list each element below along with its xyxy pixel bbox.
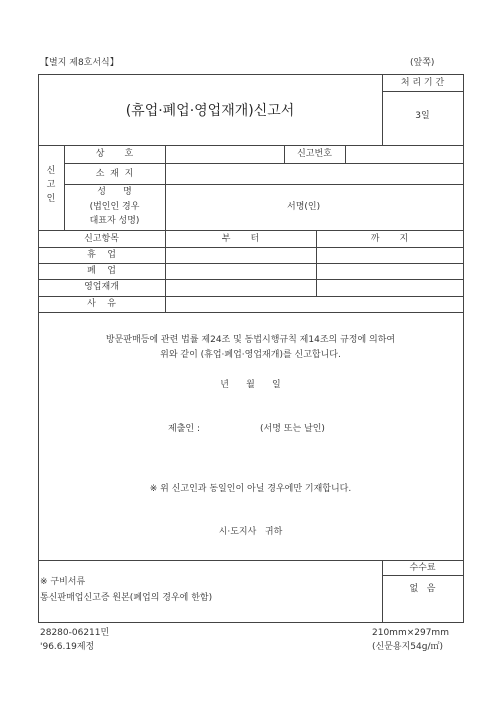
name-label: 성 명 [97,187,132,197]
signature-label: 서명(인) [287,202,321,212]
required-docs-item: 통신판매업신고증 원본(폐업의 경우에 한함) [40,593,213,603]
report-number-label: 신고번호 [297,149,332,159]
submitter-label: 제출인 : [168,424,200,434]
note-text: ※ 위 신고인과 동일인이 아닐 경우에만 기재합니다. [149,484,352,494]
item-row-close: 폐 업 [87,266,116,276]
form-code: 28280-06211민 [40,628,110,638]
submitter-signature: (서명 또는 날인) [260,424,325,434]
form-title: (휴업·폐업·영업재개)신고서 [125,103,295,119]
paper-size: 210mm×297mm [372,628,449,638]
company-name-label: 상 호 [95,149,134,159]
processing-period-value: 3일 [415,111,430,121]
body-line-1: 방문판매등에 관련 법률 제24조 및 동법시행규칙 제14조의 규정에 의하여 [105,335,396,345]
item-row-suspend: 휴 업 [87,250,116,260]
processing-period-label: 처 리 기 간 [400,78,445,88]
page-side: (앞쪽) [410,58,435,68]
to-label: 까 지 [370,234,409,244]
body-line-2: 위와 같이 (휴업·폐업·영업재개)를 신고합니다. [160,350,341,360]
enactment-date: '96.6.19제정 [40,642,95,652]
reporter-group-label: 신 고 인 [46,166,56,204]
name-note-corporate: (법인인 경우 [89,202,140,212]
required-docs-title: ※ 구비서류 [40,577,86,587]
from-label: 부 터 [221,234,260,244]
address-label: 소 재 지 [95,169,134,179]
fee-value: 없 음 [409,584,436,594]
report-date: 년 월 일 [220,380,281,390]
item-row-resume: 영업재개 [84,282,119,292]
fee-label: 수수료 [409,563,436,573]
item-row-reason: 사 유 [87,299,116,309]
form-number: 【별지 제8호서식】 [40,58,119,68]
paper-type: (신문용지54g/㎡) [372,642,443,652]
name-note-representative: 대표자 성명) [89,216,140,226]
recipient: 시·도지사 귀하 [218,527,283,537]
report-item-label: 신고항목 [84,234,119,244]
